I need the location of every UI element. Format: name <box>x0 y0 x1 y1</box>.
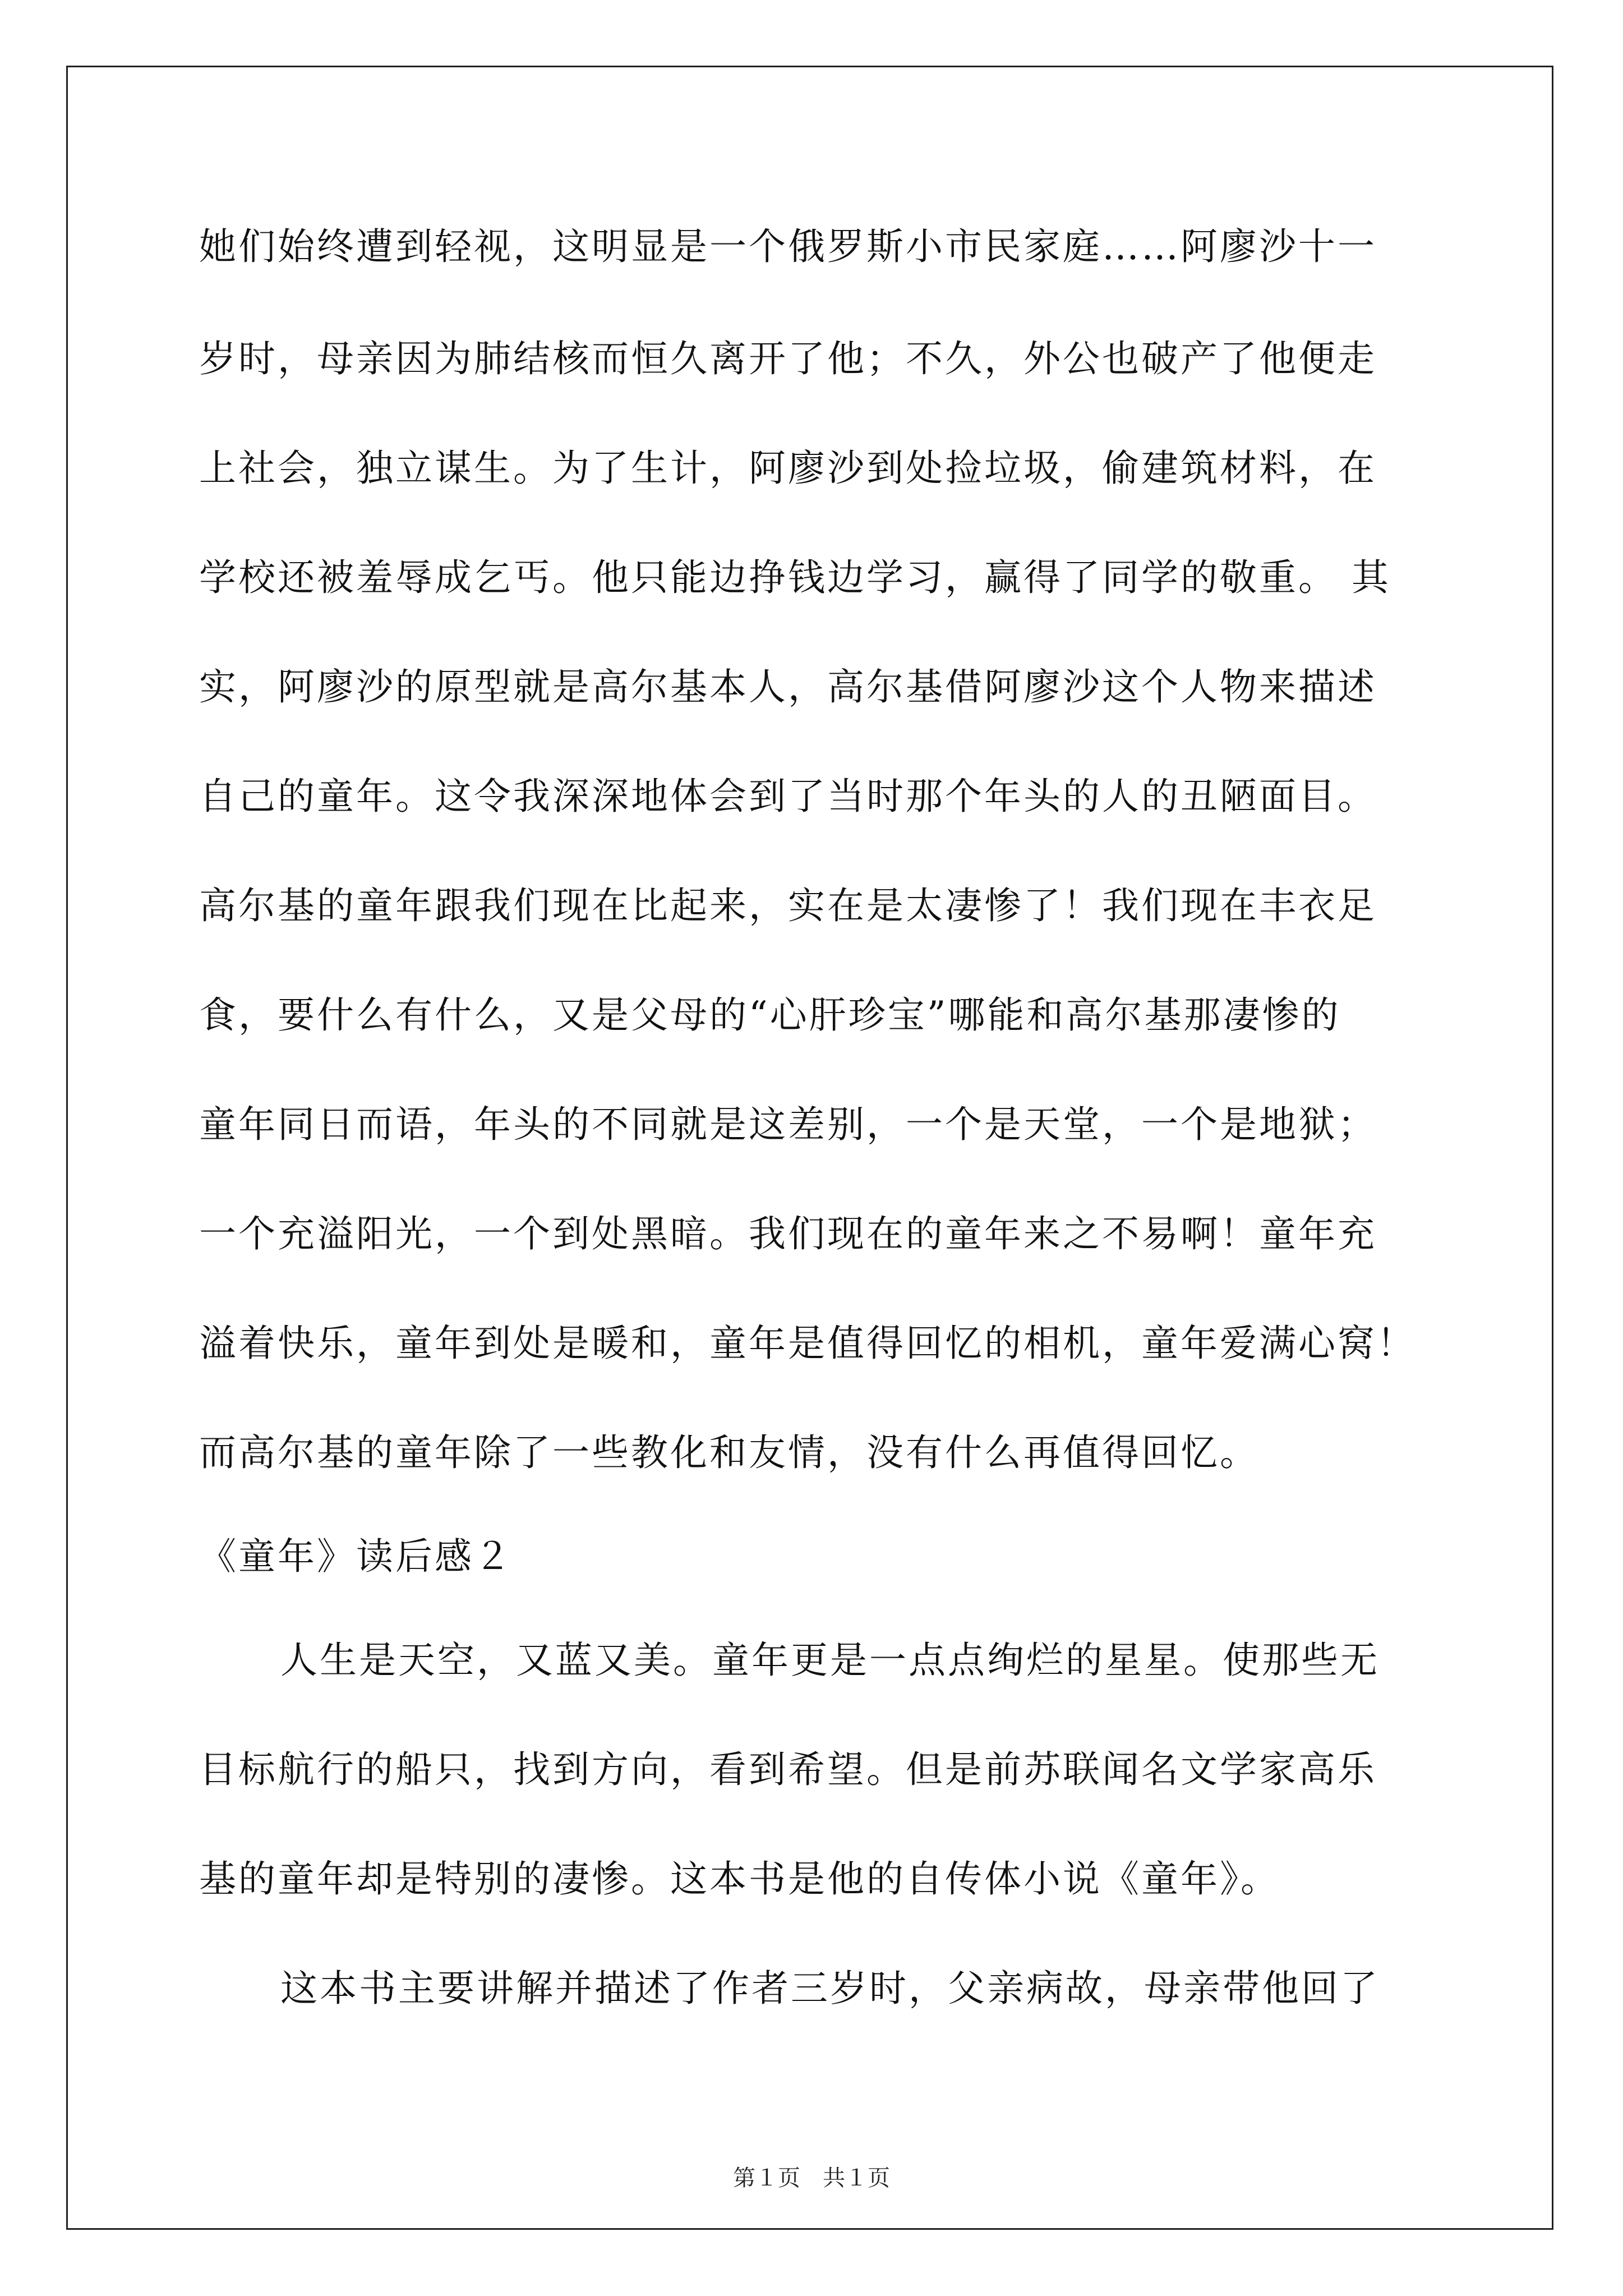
text-line: 食，要什么有什么，又是父母的“心肝珍宝”哪能和高尔基那凄惨的 <box>199 993 1341 1037</box>
page-border <box>66 66 1553 2230</box>
section-heading: 《童年》读后感２ <box>199 1535 513 1578</box>
text-line: 岁时，母亲因为肺结核而恒久离开了他；不久，外公也破产了他便走 <box>199 337 1377 380</box>
text-line: 基的童年却是特别的凄惨。这本书是他的自传体小说《童年》。 <box>199 1857 1280 1901</box>
page-footer: 第１页 共１页 <box>733 2165 890 2191</box>
text-line: 高尔基的童年跟我们现在比起来，实在是太凄惨了！我们现在丰衣足 <box>199 884 1377 927</box>
text-line: 上社会，独立谋生。为了生计，阿廖沙到处捡垃圾，偷建筑材料，在 <box>199 447 1377 490</box>
text-line: 而高尔基的童年除了一些教化和友情，没有什么再值得回忆。 <box>199 1431 1259 1474</box>
text-line: 人生是天空，又蓝又美。童年更是一点点绚烂的星星。使那些无 <box>280 1639 1380 1682</box>
text-line: 溢着快乐，童年到处是暖和，童年是值得回忆的相机，童年爱满心窝！ <box>199 1322 1416 1365</box>
text-line: 自己的童年。这令我深深地体会到了当时那个年头的人的丑陋面目。 <box>199 775 1377 818</box>
text-line: 一个充溢阳光，一个到处黑暗。我们现在的童年来之不易啊！童年充 <box>199 1212 1377 1255</box>
text-line: 这本书主要讲解并描述了作者三岁时，父亲病故，母亲带他回了 <box>280 1967 1380 2010</box>
text-line: 实，阿廖沙的原型就是高尔基本人，高尔基借阿廖沙这个人物来描述 <box>199 665 1377 708</box>
text-line: 目标航行的船只，找到方向，看到希望。但是前苏联闻名文学家高乐 <box>199 1748 1377 1791</box>
text-line: 她们始终遭到轻视，这明显是一个俄罗斯小市民家庭……阿廖沙十一 <box>199 225 1377 268</box>
text-line: 童年同日而语，年头的不同就是这差别，一个是天堂，一个是地狱； <box>199 1103 1377 1146</box>
text-line: 学校还被羞辱成乞丐。他只能边挣钱边学习，赢得了同学的敬重。 其 <box>199 556 1391 599</box>
